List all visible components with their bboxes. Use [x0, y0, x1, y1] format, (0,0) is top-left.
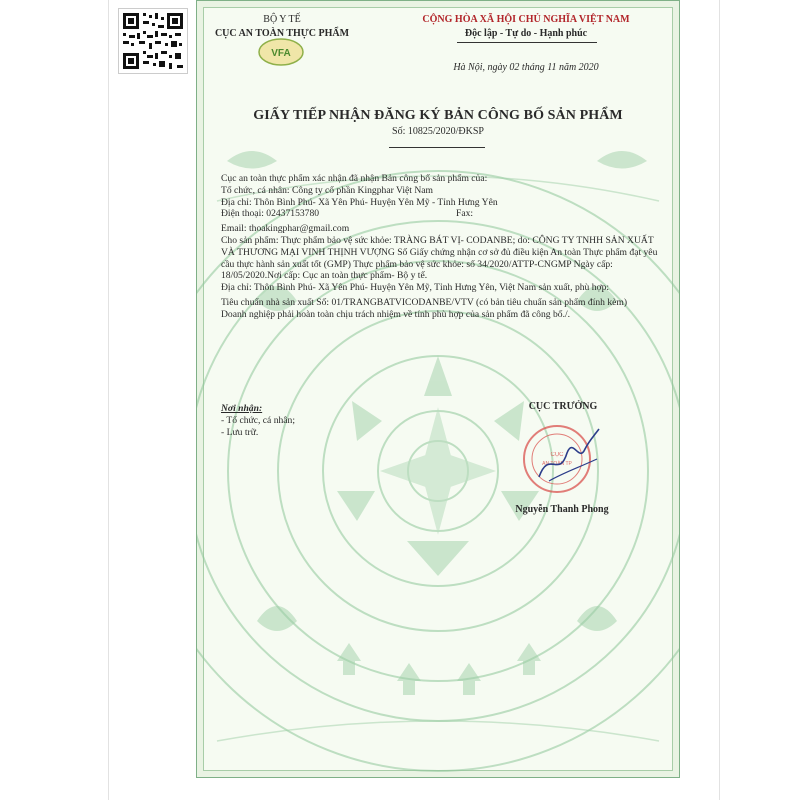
vfa-logo	[257, 37, 305, 67]
recipients-heading: Nơi nhận:	[221, 403, 263, 414]
agency-name: CỤC AN TOÀN THỰC PHẨM	[214, 28, 350, 39]
phone-line: Điện thoại: 02437153780	[221, 208, 320, 220]
contact-row	[221, 208, 667, 220]
standard-line: Tiêu chuẩn nhà sản xuất Số: 01/TRANGBATVICODANBE/VTV (có bản tiêu chuẩn sản phẩm đính kèm)	[221, 296, 628, 308]
address-line: Địa chỉ: Thôn Bình Phú- Xã Yên Phú- Huyện Yên Mỹ - Tỉnh Hưng Yên	[221, 196, 498, 208]
product-paragraph: Cho sản phẩm: Thực phẩm bảo vệ sức khỏe: TRÀNG BÁT VỊ- CODANBE; do: CÔNG TY TNHH SẢN XUẤT VÀ THƯƠNG MẠI VINH THỊNH VƯỢNG Số Giấy chứng nhận cơ sở đủ điều kiện An toàn Thực phẩm đạt yêu cầu thực hành sản xuất tốt (GMP) Thực phẩm bảo vệ sức khỏe: số 34/2020/ATTP-CNGMP Ngày cấp: 18/05/2020.Nơi cấp: Cục an toàn thực phẩm- Bộ y tế.	[221, 234, 658, 282]
number-underline	[389, 147, 485, 148]
svg-text:CỤC: CỤC	[550, 452, 564, 458]
signatory-title: CỤC TRƯỞNG	[528, 401, 598, 412]
organization-line: Tổ chức, cá nhân: Công ty cổ phần Kingphar Việt Nam	[221, 184, 433, 196]
recipient-item: - Tổ chức, cá nhân;	[221, 415, 296, 426]
document-number: Số: 10825/2020/ĐKSP	[392, 126, 484, 137]
responsibility-line: Doanh nghiệp phải hoàn toàn chịu trách nhiệm về tính phù hợp của sản phẩm đã công bố./.	[221, 308, 571, 320]
document-title: GIẤY TIẾP NHẬN ĐĂNG KÝ BẢN CÔNG BỐ SẢN PHẨM	[253, 108, 623, 123]
motto-underline	[457, 42, 597, 43]
issue-date: Hà Nội, ngày 02 tháng 11 năm 2020	[453, 62, 599, 73]
fax-line: Fax:	[456, 208, 474, 220]
certificate-document	[196, 0, 680, 778]
national-motto: Độc lập - Tự do - Hạnh phúc	[464, 28, 588, 39]
manufacturer-address: Địa chỉ: Thôn Bình Phú- Xã Yên Phú- Huyện Yên Mỹ, Tỉnh Hưng Yên, Việt Nam sản xuất, phù hợp:	[221, 282, 610, 294]
vfa-logo-text: VFA	[271, 48, 291, 59]
ministry-name: BỘ Y TẾ	[263, 14, 301, 25]
signatory-name: Nguyễn Thanh Phong	[515, 504, 609, 515]
svg-text:AN TOÀN TP: AN TOÀN TP	[542, 461, 572, 467]
intro-line: Cục an toàn thực phẩm xác nhận đã nhận Bản công bố sản phẩm của:	[221, 173, 488, 184]
national-heading	[383, 13, 669, 41]
official-stamp	[519, 419, 601, 501]
certificate-body	[221, 173, 667, 321]
country-name: CỘNG HÒA XÃ HỘI CHỦ NGHĨA VIỆT NAM	[422, 14, 630, 25]
email-line: Email: thoakingphar@gmail.com	[221, 223, 350, 235]
qr-code[interactable]	[118, 8, 188, 74]
recipients-block	[221, 403, 421, 439]
recipient-item: - Lưu trữ.	[221, 427, 259, 438]
